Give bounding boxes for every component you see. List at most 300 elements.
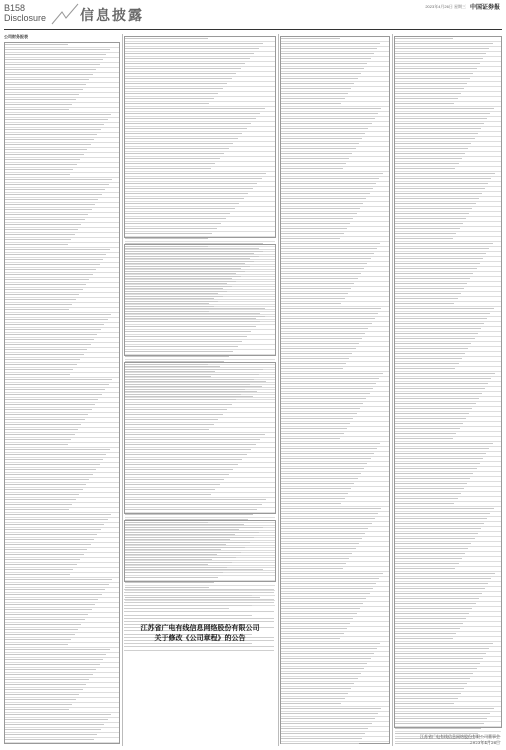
table-row — [395, 648, 501, 652]
table-row — [125, 213, 275, 217]
table-row — [395, 558, 501, 562]
table-row — [125, 572, 275, 576]
amendment-table — [280, 36, 390, 744]
table-row — [281, 188, 389, 192]
table-row — [125, 198, 275, 202]
table-row — [281, 698, 389, 702]
table-row — [281, 493, 389, 497]
table-row — [281, 538, 389, 542]
table-row — [281, 413, 389, 417]
table-row — [125, 63, 275, 67]
table-row — [395, 173, 501, 177]
table-row — [281, 228, 389, 232]
table-row — [5, 464, 119, 468]
table-row — [281, 43, 389, 47]
table-row — [125, 163, 275, 167]
table-row — [281, 488, 389, 492]
table-row — [395, 73, 501, 77]
table-row — [395, 563, 501, 567]
table-row — [5, 294, 119, 298]
text-line — [124, 595, 252, 596]
table-row — [281, 568, 389, 572]
table-row — [395, 693, 501, 697]
table-row — [125, 509, 275, 513]
table-row — [125, 429, 275, 433]
table-row — [395, 208, 501, 212]
table-row — [281, 103, 389, 107]
table-row — [281, 118, 389, 122]
continued-table — [394, 36, 502, 728]
table-row — [125, 306, 275, 310]
table-row — [125, 223, 275, 227]
table-row — [5, 479, 119, 483]
continued-column — [394, 34, 502, 744]
table-row — [281, 73, 389, 77]
table-row — [281, 528, 389, 532]
table-row — [5, 84, 119, 88]
table-row — [395, 683, 501, 687]
table-row — [395, 183, 501, 187]
table-row — [395, 403, 501, 407]
table-row — [395, 643, 501, 647]
table-row — [125, 351, 275, 355]
table-row — [125, 459, 275, 463]
table-row — [395, 158, 501, 162]
table-row — [281, 653, 389, 657]
table-row — [125, 434, 275, 438]
table-row — [125, 364, 275, 368]
table-row — [395, 708, 501, 712]
table-row — [281, 588, 389, 592]
table-row — [5, 329, 119, 333]
table-row — [125, 48, 275, 52]
table-row — [281, 433, 389, 437]
text-line — [124, 618, 274, 619]
table-row — [125, 228, 275, 232]
table-row — [125, 346, 275, 350]
table-row — [125, 419, 275, 423]
table-row — [281, 58, 389, 62]
table-row — [281, 683, 389, 687]
table-row — [281, 168, 389, 172]
table-row — [125, 108, 275, 112]
table-row — [395, 568, 501, 572]
table-row — [395, 523, 501, 527]
table-row — [395, 98, 501, 102]
table-row — [125, 449, 275, 453]
table-row — [281, 663, 389, 667]
table-row — [5, 689, 119, 693]
table-row — [125, 444, 275, 448]
table-row — [395, 198, 501, 202]
table-row — [395, 238, 501, 242]
table-row — [395, 163, 501, 167]
table-row — [281, 723, 389, 727]
table-row — [395, 113, 501, 117]
table-row — [5, 209, 119, 213]
financial-table — [4, 42, 120, 744]
table-row — [5, 69, 119, 73]
table-row — [395, 203, 501, 207]
table-row — [5, 99, 119, 103]
table-row — [5, 399, 119, 403]
table-row — [5, 519, 119, 523]
table-row — [281, 213, 389, 217]
table-row — [395, 528, 501, 532]
table-row — [281, 743, 389, 744]
table-row — [5, 334, 119, 338]
announcement-title: 关于修改《公司章程》的公告 — [154, 633, 246, 642]
table-row — [5, 79, 119, 83]
table-row — [125, 238, 275, 242]
table-row — [125, 208, 275, 212]
middle-table-4 — [124, 520, 276, 582]
table-row — [395, 673, 501, 677]
table-row — [125, 532, 275, 536]
table-row — [395, 68, 501, 72]
table-row — [395, 388, 501, 392]
table-row — [395, 213, 501, 217]
text-line — [124, 608, 229, 609]
table-row — [5, 409, 119, 413]
table-row — [125, 557, 275, 561]
middle-text-block — [124, 589, 274, 653]
table-row — [5, 594, 119, 598]
table-row — [5, 164, 119, 168]
table-row — [281, 293, 389, 297]
table-row — [125, 256, 275, 260]
table-row — [395, 628, 501, 632]
table-row — [281, 48, 389, 52]
table-row — [395, 413, 501, 417]
table-row — [281, 473, 389, 477]
table-row — [395, 313, 501, 317]
table-row — [125, 261, 275, 265]
table-row — [5, 44, 119, 48]
text-line — [124, 643, 252, 644]
table-row — [5, 439, 119, 443]
table-row — [281, 423, 389, 427]
table-row — [395, 408, 501, 412]
table-row — [125, 123, 275, 127]
table-row — [395, 353, 501, 357]
table-row — [5, 579, 119, 583]
table-row — [395, 248, 501, 252]
table-row — [281, 558, 389, 562]
table-row — [5, 229, 119, 233]
paper-name-logo: 中国证券报 — [469, 4, 500, 11]
table-row — [125, 469, 275, 473]
column-divider — [278, 34, 279, 746]
decorative-swoosh-icon — [50, 2, 80, 28]
table-row — [5, 169, 119, 173]
table-row — [395, 278, 501, 282]
table-row — [395, 323, 501, 327]
table-row — [281, 78, 389, 82]
table-row — [281, 263, 389, 267]
table-row — [281, 583, 389, 587]
table-row — [281, 163, 389, 167]
table-row — [5, 149, 119, 153]
table-row — [395, 543, 501, 547]
table-row — [5, 374, 119, 378]
table-row — [281, 303, 389, 307]
table-row — [125, 68, 275, 72]
table-row — [395, 618, 501, 622]
table-row — [5, 264, 119, 268]
table-row — [281, 498, 389, 502]
table-row — [125, 83, 275, 87]
table-row — [125, 178, 275, 182]
table-row — [395, 473, 501, 477]
table-row — [5, 534, 119, 538]
table-row — [395, 383, 501, 387]
table-row — [5, 494, 119, 498]
table-row — [281, 578, 389, 582]
table-row — [5, 144, 119, 148]
table-row — [5, 369, 119, 373]
table-row — [395, 728, 501, 732]
table-row — [125, 379, 275, 383]
table-row — [5, 514, 119, 518]
table-row — [395, 58, 501, 62]
table-row — [125, 301, 275, 305]
table-row — [5, 89, 119, 93]
table-row — [281, 628, 389, 632]
table-row — [281, 278, 389, 282]
table-row — [5, 234, 119, 238]
table-row — [5, 214, 119, 218]
table-row — [125, 188, 275, 192]
table-row — [125, 389, 275, 393]
table-row — [125, 522, 275, 526]
table-row — [395, 678, 501, 682]
table-row — [125, 266, 275, 270]
table-row — [395, 548, 501, 552]
table-row — [395, 258, 501, 262]
table-row — [281, 388, 389, 392]
table-row — [5, 669, 119, 673]
table-row — [395, 53, 501, 57]
table-row — [5, 124, 119, 128]
table-row — [281, 343, 389, 347]
table-row — [281, 198, 389, 202]
table-row — [125, 527, 275, 531]
table-row — [5, 559, 119, 563]
table-row — [395, 393, 501, 397]
table-row — [281, 368, 389, 372]
table-row — [281, 53, 389, 57]
table-row — [281, 518, 389, 522]
table-row — [5, 444, 119, 448]
table-row — [5, 679, 119, 683]
table-row — [281, 253, 389, 257]
table-row — [5, 179, 119, 183]
table-row — [5, 424, 119, 428]
table-row — [5, 504, 119, 508]
table-row — [5, 314, 119, 318]
table-row — [395, 398, 501, 402]
table-row — [125, 542, 275, 546]
table-row — [125, 562, 275, 566]
table-row — [281, 728, 389, 732]
table-row — [395, 358, 501, 362]
table-row — [395, 103, 501, 107]
table-row — [5, 709, 119, 713]
table-row — [125, 439, 275, 443]
table-row — [5, 384, 119, 388]
financial-table-column — [4, 34, 120, 744]
table-row — [395, 713, 501, 717]
table-row — [125, 291, 275, 295]
table-row — [395, 263, 501, 267]
table-row — [281, 638, 389, 642]
table-row — [5, 459, 119, 463]
table-row — [5, 639, 119, 643]
table-row — [281, 233, 389, 237]
column-divider — [122, 34, 123, 746]
table-row — [5, 739, 119, 743]
table-row — [5, 184, 119, 188]
table-row — [281, 113, 389, 117]
table-row — [395, 153, 501, 157]
table-row — [395, 613, 501, 617]
table-row — [125, 384, 275, 388]
table-row — [395, 468, 501, 472]
table-row — [395, 343, 501, 347]
table-row — [5, 734, 119, 738]
table-row — [395, 133, 501, 137]
table-row — [281, 688, 389, 692]
table-row — [125, 537, 275, 541]
table-row — [5, 694, 119, 698]
table-row — [281, 153, 389, 157]
table-row — [281, 408, 389, 412]
table-row — [125, 276, 275, 280]
table-row — [125, 582, 275, 586]
table-row — [125, 424, 275, 428]
table-row — [125, 414, 275, 418]
table-row — [281, 703, 389, 707]
table-row — [125, 331, 275, 335]
table-row — [125, 341, 275, 345]
table-row — [395, 658, 501, 662]
table-row — [281, 693, 389, 697]
table-row — [395, 448, 501, 452]
table-row — [5, 104, 119, 108]
table-row — [395, 508, 501, 512]
column-divider — [392, 34, 393, 746]
table-row — [395, 298, 501, 302]
table-row — [125, 454, 275, 458]
table-row — [395, 273, 501, 277]
table-row — [395, 608, 501, 612]
table-row — [125, 286, 275, 290]
table-row — [395, 433, 501, 437]
table-row — [281, 463, 389, 467]
table-row — [125, 577, 275, 581]
page-header — [0, 0, 506, 32]
table-row — [125, 246, 275, 250]
header-rule — [4, 29, 502, 30]
table-row — [5, 414, 119, 418]
table-row — [395, 603, 501, 607]
table-row — [125, 326, 275, 330]
table-row — [395, 308, 501, 312]
table-row — [281, 608, 389, 612]
table-row — [281, 438, 389, 442]
table-row — [5, 554, 119, 558]
table-row — [281, 348, 389, 352]
table-row — [395, 43, 501, 47]
table-row — [395, 363, 501, 367]
table-row — [5, 629, 119, 633]
table-row — [281, 148, 389, 152]
table-row — [5, 59, 119, 63]
table-row — [395, 723, 501, 727]
table-row — [5, 204, 119, 208]
table-row — [281, 453, 389, 457]
table-row — [5, 434, 119, 438]
table-row — [5, 604, 119, 608]
table-row — [5, 659, 119, 663]
table-row — [125, 153, 275, 157]
table-row — [5, 339, 119, 343]
table-row — [281, 273, 389, 277]
table-row — [5, 589, 119, 593]
table-row — [5, 714, 119, 718]
table-label: 公司财务报表 — [4, 34, 28, 39]
table-row — [395, 423, 501, 427]
table-row — [5, 129, 119, 133]
table-row — [5, 289, 119, 293]
table-row — [5, 649, 119, 653]
table-row — [125, 552, 275, 556]
table-row — [281, 333, 389, 337]
table-row — [395, 443, 501, 447]
table-row — [125, 514, 275, 518]
table-row — [395, 293, 501, 297]
table-row — [5, 644, 119, 648]
table-row — [281, 418, 389, 422]
table-row — [281, 208, 389, 212]
table-row — [125, 271, 275, 275]
table-row — [5, 574, 119, 578]
table-row — [395, 83, 501, 87]
table-row — [395, 233, 501, 237]
table-row — [281, 678, 389, 682]
table-row — [281, 243, 389, 247]
text-line — [124, 602, 274, 603]
table-row — [395, 328, 501, 332]
table-row — [395, 668, 501, 672]
table-row — [281, 603, 389, 607]
signature-date: 2023年4月26日 — [470, 740, 500, 745]
table-row — [281, 573, 389, 577]
table-row — [125, 93, 275, 97]
table-row — [5, 349, 119, 353]
table-row — [125, 316, 275, 320]
middle-table-3 — [124, 362, 276, 514]
table-row — [5, 564, 119, 568]
table-row — [395, 488, 501, 492]
table-row — [281, 523, 389, 527]
table-row — [5, 249, 119, 253]
table-row — [5, 699, 119, 703]
table-row — [5, 599, 119, 603]
table-row — [5, 49, 119, 53]
table-row — [5, 284, 119, 288]
